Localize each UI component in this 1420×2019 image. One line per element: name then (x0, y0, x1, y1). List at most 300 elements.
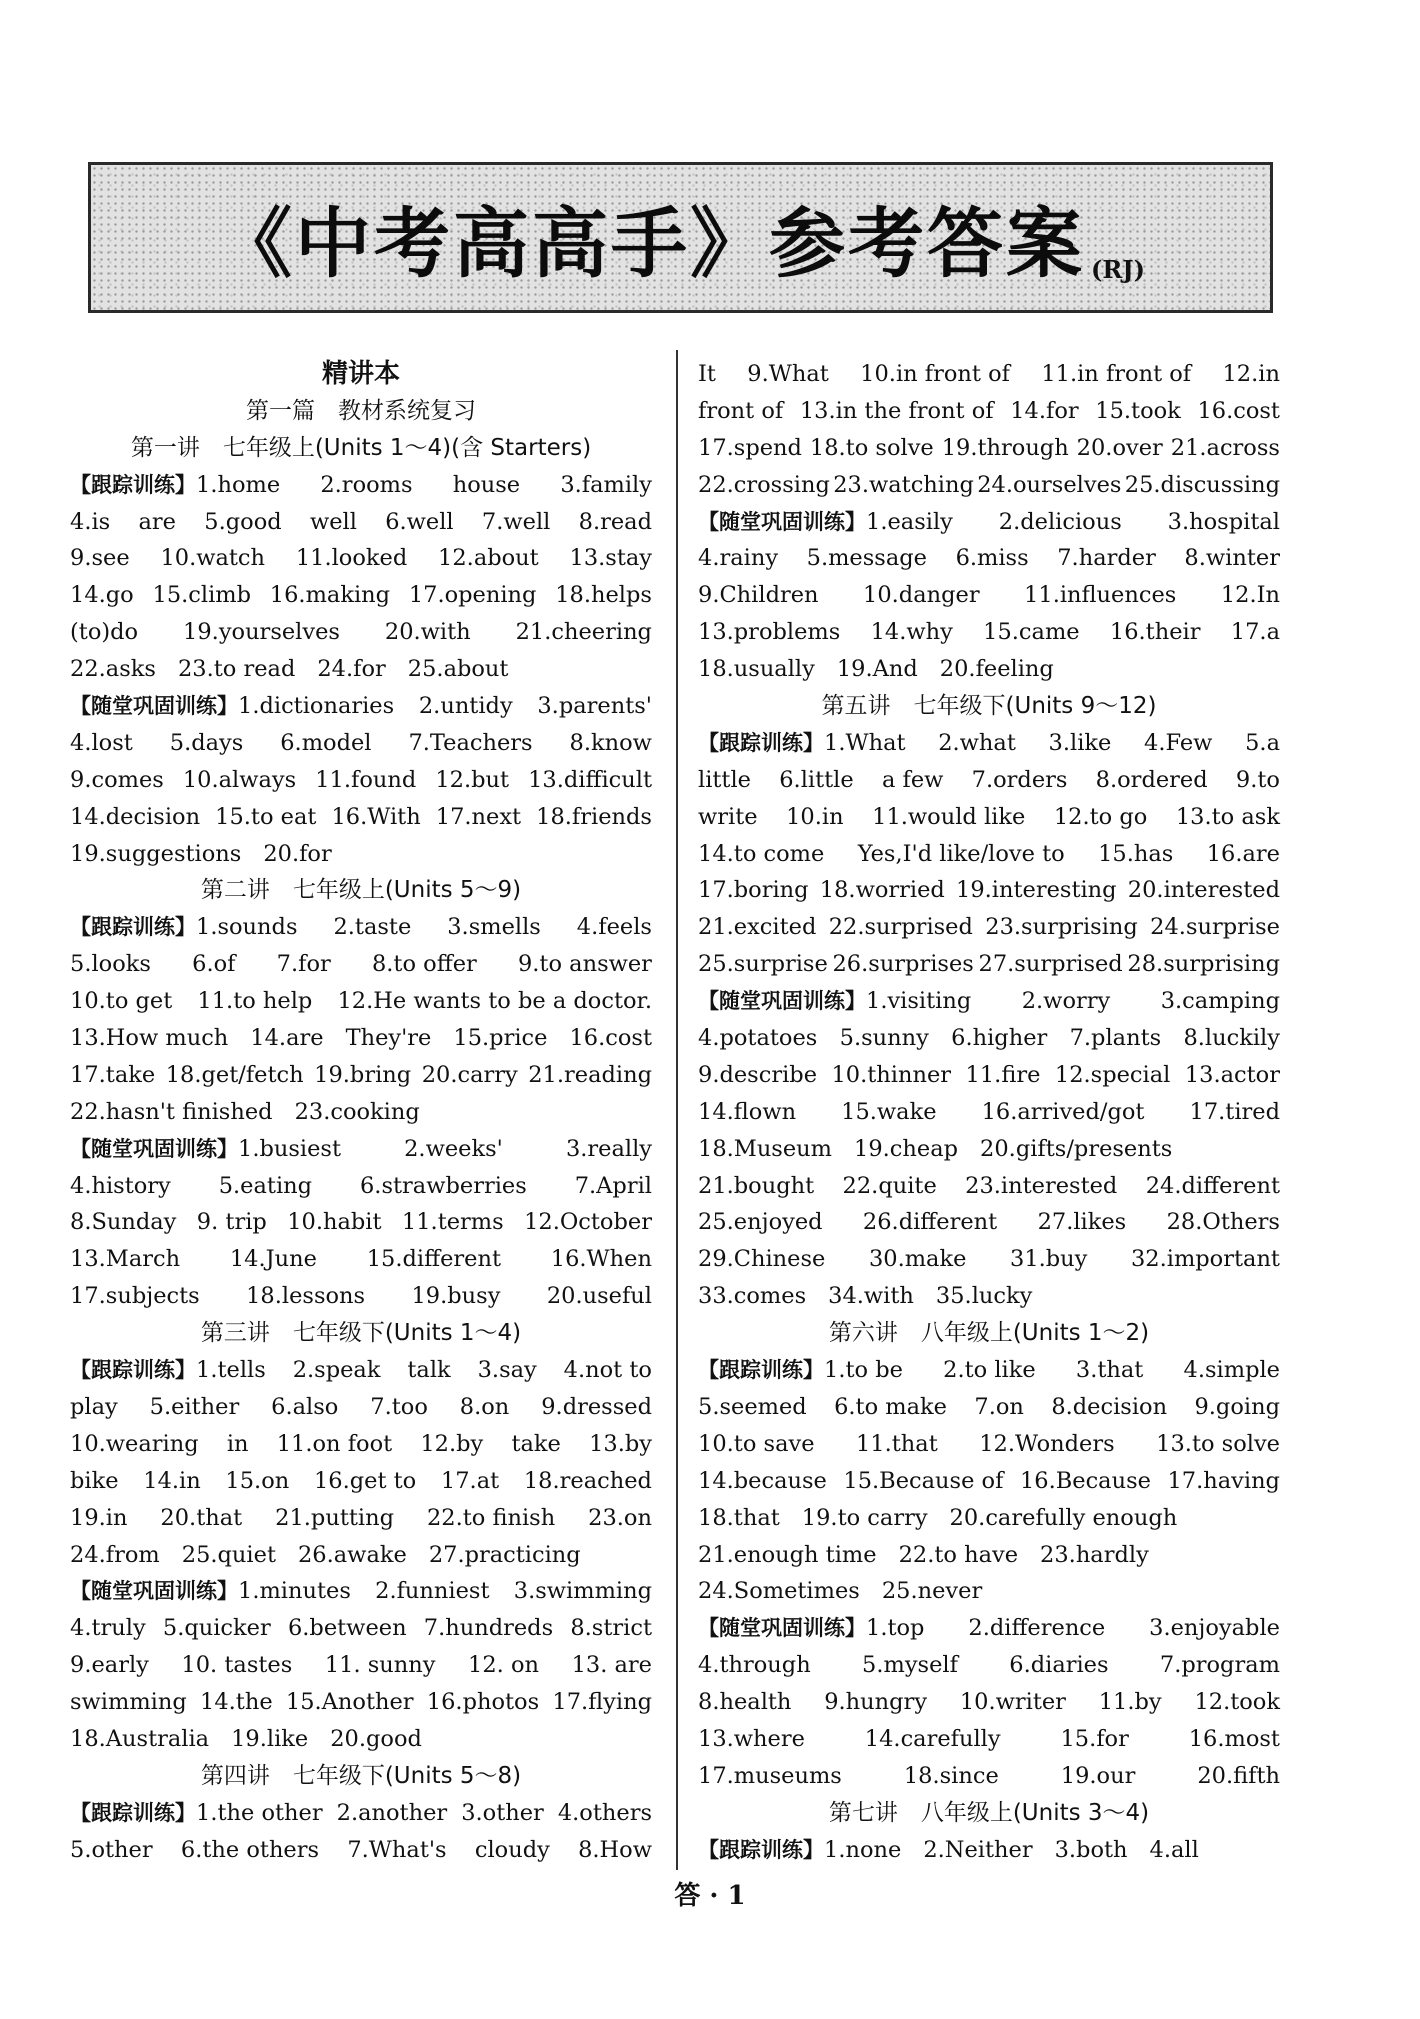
answer-item: 3.other (461, 1799, 544, 1826)
answer-item: 12. on (468, 1652, 540, 1679)
answer-item: 13.to ask (1175, 803, 1280, 830)
answer-item: 8.luckily (1183, 1025, 1280, 1052)
answer-item: 17.next (435, 803, 522, 830)
answer-item: 19.in (70, 1504, 128, 1531)
answer-item: 3.say (477, 1357, 537, 1384)
answer-line (70, 1537, 652, 1574)
answer-line (70, 1204, 652, 1241)
answer-line (698, 1463, 1280, 1500)
answer-item: 8.strict (570, 1615, 652, 1642)
answer-line (698, 946, 1280, 983)
answer-item: 3.smells (447, 914, 541, 941)
answer-item: 14.the (200, 1689, 273, 1716)
answer-item: 19.interesting (956, 877, 1117, 904)
answer-item: 12.by (420, 1430, 484, 1457)
answer-item: 10.thinner (831, 1061, 952, 1088)
section-heading (70, 1758, 652, 1795)
answer-item: 5.myself (862, 1652, 958, 1679)
answer-line (70, 799, 652, 836)
answer-item: 11.in front of (1041, 361, 1192, 387)
answer-item: 24.Sometimes (698, 1578, 860, 1605)
section-heading (698, 1315, 1280, 1352)
answer-item (70, 1352, 266, 1389)
answer-item: 10. tastes (181, 1652, 293, 1679)
answer-item: 12.but (435, 766, 510, 793)
answer-text: 1.top (866, 1615, 925, 1642)
answer-item: 19.through (941, 434, 1069, 461)
answer-item: 7.plants (1069, 1025, 1162, 1052)
answer-item: 12.October (524, 1209, 652, 1236)
answer-item: front of (698, 397, 784, 424)
right-column (698, 356, 1280, 1869)
answer-item: 14.carefully (864, 1725, 1001, 1752)
answer-item: 3.really (565, 1135, 652, 1162)
answer-item: 15.wake (841, 1098, 937, 1125)
answer-item: 23.interested (965, 1172, 1118, 1199)
answer-item: 2.taste (333, 914, 412, 941)
answer-line (70, 1094, 652, 1131)
answer-item: 3.parents' (537, 693, 652, 720)
answer-item: 14.flown (698, 1098, 797, 1125)
answer-item: 15.took (1095, 397, 1181, 424)
answer-item: 26.surprises (832, 951, 974, 978)
answer-item: 12.He wants to be a doctor. (337, 988, 652, 1015)
answer-item: 16.most (1188, 1725, 1280, 1752)
answer-item: 15.Another (285, 1689, 414, 1716)
answer-line (70, 1684, 652, 1721)
book-title (70, 356, 652, 393)
answer-item: 16.their (1109, 619, 1201, 646)
answer-item (70, 467, 280, 504)
exercise-tag: 【随堂巩固训练】 (70, 1136, 238, 1161)
answer-item: 18.get/fetch (165, 1061, 304, 1088)
answer-line (698, 1610, 1280, 1647)
answer-line (698, 1094, 1280, 1131)
exercise-tag: 【跟踪训练】 (70, 915, 196, 940)
answer-line (698, 799, 1280, 836)
answer-item: 11.that (855, 1430, 938, 1457)
answer-item: 12.in (1222, 361, 1280, 387)
answer-item (70, 1573, 351, 1610)
answer-item: (to)do (70, 619, 139, 646)
answer-item: 2.difference (968, 1615, 1106, 1642)
answer-line (698, 540, 1280, 577)
answer-item: 7.on (974, 1393, 1024, 1420)
answer-item: 14.are (250, 1025, 324, 1052)
answer-line (698, 1278, 1280, 1315)
heading-text: 第一讲 七年级上(Units 1～4)(含 Starters) (130, 434, 592, 461)
answer-item: 4.Few (1144, 729, 1213, 756)
answer-line (698, 1537, 1280, 1574)
answer-item: 17.flying (552, 1689, 652, 1716)
answer-item: 4.lost (70, 729, 133, 756)
answer-item: 19.cheap (854, 1135, 959, 1162)
answer-line (698, 725, 1280, 762)
answer-item: 5.days (169, 729, 244, 756)
answer-item: 18.to solve (809, 434, 934, 461)
page-number: 答 · 1 (674, 1881, 746, 1911)
answer-line (70, 1721, 652, 1758)
answer-line (698, 577, 1280, 614)
answer-item: write (698, 803, 758, 830)
answer-item: 4.all (1149, 1836, 1199, 1863)
answer-line (698, 1684, 1280, 1721)
answer-item: 4.feels (576, 914, 652, 941)
answer-item: 25.enjoyed (698, 1209, 823, 1236)
answer-item: 5.sunny (839, 1025, 929, 1052)
answer-text: 1.to be (824, 1357, 903, 1384)
answer-item: 19.to carry (801, 1504, 928, 1531)
answer-line (70, 725, 652, 762)
answer-item: 15.different (366, 1246, 501, 1273)
answer-line (70, 540, 652, 577)
answer-item: 9.Children (698, 582, 819, 609)
answer-item: 14.in (143, 1467, 201, 1494)
answer-text: 1.minutes (238, 1578, 351, 1605)
answer-line (70, 762, 652, 799)
answer-line (70, 577, 652, 614)
answer-line (70, 1278, 652, 1315)
answer-item: 10.in front of (860, 361, 1010, 387)
answer-item: 24.ourselves (977, 471, 1122, 498)
heading-text: 第七讲 八年级上(Units 3～4) (828, 1799, 1150, 1826)
answer-item: 15.came (983, 619, 1080, 646)
answer-item: 23.to read (177, 656, 296, 683)
answer-line (698, 1020, 1280, 1057)
answer-line (698, 1241, 1280, 1278)
answer-line (698, 1573, 1280, 1610)
answer-item: 7.too (370, 1393, 428, 1420)
answer-item: 3.camping (1160, 988, 1280, 1015)
exercise-tag: 【跟踪训练】 (70, 1358, 196, 1383)
answer-item: 12.In (1220, 582, 1280, 609)
answer-line (698, 1389, 1280, 1426)
answer-item: 20.fifth (1197, 1762, 1280, 1789)
answer-item: 32.important (1130, 1246, 1280, 1273)
answer-item: 26.different (862, 1209, 998, 1236)
answer-line (698, 983, 1280, 1020)
answer-item: 17.subjects (70, 1283, 200, 1310)
answer-item: 4.potatoes (698, 1025, 818, 1052)
answer-item: 27.surprised (978, 951, 1123, 978)
answer-line (698, 836, 1280, 873)
answer-item: 6.model (280, 729, 372, 756)
answer-item (698, 1352, 903, 1389)
answer-item: 2.funniest (375, 1578, 490, 1605)
answer-item: 22.asks (70, 656, 156, 683)
heading-text: 第六讲 八年级上(Units 1～2) (828, 1320, 1150, 1347)
answer-line (70, 1426, 652, 1463)
answer-line (70, 1795, 652, 1832)
exercise-tag: 【随堂巩固训练】 (698, 1616, 866, 1641)
answer-line (70, 946, 652, 983)
answer-item: 22.to have (898, 1541, 1019, 1568)
answer-item: 23.watching (833, 471, 974, 498)
answer-item: 14.because (698, 1467, 827, 1494)
answer-item (698, 725, 906, 762)
answer-item: 11.influences (1024, 582, 1177, 609)
answer-item: 15.climb (152, 582, 252, 609)
answer-item: swimming (70, 1689, 187, 1716)
answer-item: 2.Neither (923, 1836, 1033, 1863)
answer-item: 18.since (903, 1762, 999, 1789)
answer-item: 16.get to (313, 1467, 417, 1494)
answer-line (698, 872, 1280, 909)
answer-item: 11.would like (872, 803, 1026, 830)
answer-item: 8.Sunday (70, 1209, 177, 1236)
answer-item: 30.make (868, 1246, 967, 1273)
answer-item: 10.danger (863, 582, 980, 609)
answer-item: 8.read (578, 508, 652, 535)
answer-item: 25.never (881, 1578, 983, 1605)
answer-item: 17.spend (698, 434, 802, 461)
answer-item: 6.little (779, 766, 854, 793)
answer-item: a few (881, 766, 944, 793)
answer-item: 13. are (571, 1652, 652, 1679)
answer-item: 21.bought (698, 1172, 815, 1199)
answer-item: 18.lessons (246, 1283, 366, 1310)
answer-item: 3.like (1048, 729, 1112, 756)
answer-item: 12.took (1194, 1689, 1280, 1716)
answer-line (70, 1610, 652, 1647)
answer-item: 8.decision (1051, 1393, 1168, 1420)
answer-item: 9.comes (70, 766, 164, 793)
answer-item: cloudy (474, 1836, 550, 1863)
answer-item: 14.decision (70, 803, 201, 830)
answer-item: in (226, 1430, 249, 1457)
answer-item: 9.describe (698, 1061, 818, 1088)
answer-item: 13.in the front of (799, 397, 994, 424)
answer-item: 11. sunny (324, 1652, 436, 1679)
answer-item: 7.hundreds (423, 1615, 554, 1642)
answer-item: 13.problems (698, 619, 841, 646)
answer-item: 2.what (938, 729, 1016, 756)
answer-item: 22.hasn't finished (70, 1098, 273, 1125)
answer-item: 13.where (698, 1725, 805, 1752)
answer-item: 22.quite (842, 1172, 937, 1199)
answer-item: They're (345, 1025, 432, 1052)
answer-item (70, 1131, 341, 1168)
answer-item: 22.to finish (426, 1504, 556, 1531)
answer-item: 18.reached (523, 1467, 652, 1494)
answer-text: 1.tells (196, 1357, 266, 1384)
answer-item: 11.found (315, 766, 417, 793)
answer-item: 11.on foot (276, 1430, 393, 1457)
title-banner (88, 162, 1273, 313)
answer-item: 18.that (698, 1504, 780, 1531)
answer-item: 17.boring (698, 877, 809, 904)
answer-item: 14.go (70, 582, 134, 609)
answer-line (698, 467, 1280, 504)
answer-item: 5.looks (70, 951, 151, 978)
answer-item: 12.about (438, 545, 539, 572)
answer-item: 10.to get (70, 988, 173, 1015)
answer-item: 5.eating (218, 1172, 313, 1199)
answer-item: 6.diaries (1009, 1652, 1109, 1679)
section-heading (698, 688, 1280, 725)
answer-item: 3.enjoyable (1149, 1615, 1280, 1642)
answer-item: 2.untidy (418, 693, 513, 720)
answer-item: 20.over (1076, 434, 1163, 461)
answer-item: 20.carefully enough (949, 1504, 1178, 1531)
exercise-tag: 【随堂巩固训练】 (698, 989, 866, 1014)
answer-item: 5.good (204, 508, 282, 535)
answer-item: 24.from (70, 1541, 160, 1568)
answer-item: 8.ordered (1095, 766, 1208, 793)
answer-item: 10.wearing (70, 1430, 199, 1457)
answer-item: 12.to go (1053, 803, 1148, 830)
section-heading (70, 430, 652, 467)
answer-item: bike (70, 1467, 119, 1494)
exercise-tag: 【随堂巩固训练】 (70, 1579, 238, 1604)
answer-item: 4.simple (1183, 1357, 1280, 1384)
answer-item: 20.carry (421, 1061, 518, 1088)
heading-text: 第四讲 七年级下(Units 5～8) (200, 1762, 522, 1789)
answer-item: 19.busy (411, 1283, 501, 1310)
answer-item: 10.always (182, 766, 297, 793)
answer-line (70, 983, 652, 1020)
answer-item: 18.Museum (698, 1135, 833, 1162)
exercise-tag: 【随堂巩固训练】 (698, 509, 866, 534)
answer-item (70, 909, 298, 946)
answer-item: 12.Wonders (979, 1430, 1115, 1457)
answer-item: 17.tired (1189, 1098, 1280, 1125)
answer-item: 14.to come (698, 840, 825, 867)
answer-item: 8.How (578, 1836, 652, 1863)
answer-line (70, 1131, 652, 1168)
answer-item: Yes,I'd like/love to (857, 840, 1065, 867)
answer-item: 15.to eat (215, 803, 317, 830)
section-heading (70, 393, 652, 430)
answer-item: 13.stay (569, 545, 652, 572)
answer-text: 1.easily (866, 508, 953, 535)
answer-line (698, 1647, 1280, 1684)
answer-item: 4.rainy (698, 545, 779, 572)
section-heading (698, 1795, 1280, 1832)
answer-item: 13.to solve (1156, 1430, 1280, 1457)
answer-item: 13.How much (70, 1025, 229, 1052)
answer-item: 21.across (1170, 434, 1280, 461)
page-title: 《中考高高手》参考答案 (215, 199, 1085, 288)
answer-item (698, 983, 971, 1020)
answer-item: 3.that (1075, 1357, 1144, 1384)
answer-line (698, 393, 1280, 430)
answer-item: 33.comes (698, 1283, 807, 1310)
answer-item: 16.are (1206, 840, 1280, 867)
answer-item: 18.usually (698, 656, 815, 683)
answer-item: 4.is (70, 508, 111, 535)
answer-item: 7.well (481, 508, 551, 535)
answer-item: 17.at (440, 1467, 500, 1494)
answer-item: 28.surprising (1127, 951, 1280, 978)
answer-item: 19.suggestions (70, 840, 242, 867)
answer-line (698, 1131, 1280, 1168)
answer-item: 10.watch (160, 545, 266, 572)
answer-item: 16.With (331, 803, 421, 830)
answer-item: house (452, 471, 521, 498)
answer-item: 35.lucky (935, 1283, 1033, 1310)
answer-item: well (309, 508, 357, 535)
answer-item: 17.opening (408, 582, 537, 609)
answer-item: 22.crossing (698, 471, 830, 498)
answer-item: 13.difficult (528, 766, 652, 793)
answer-line (70, 836, 652, 873)
answer-item: 15.price (453, 1025, 548, 1052)
answer-item: 17.having (1167, 1467, 1280, 1494)
answer-item: 7.program (1159, 1652, 1280, 1679)
exercise-tag: 【跟踪训练】 (70, 1800, 196, 1825)
answer-item: 6.to make (834, 1393, 948, 1420)
answer-item: 19.yourselves (183, 619, 340, 646)
answer-item: 7.orders (971, 766, 1068, 793)
answer-line (70, 688, 652, 725)
answer-item: 8.on (459, 1393, 510, 1420)
answer-item: are (138, 508, 176, 535)
answer-item: 16.When (550, 1246, 652, 1273)
answer-item: 9.going (1194, 1393, 1280, 1420)
answer-item: 9.dressed (541, 1393, 652, 1420)
answer-item: 23.hardly (1040, 1541, 1149, 1568)
answer-item: 15.for (1060, 1725, 1129, 1752)
answer-item: 5.a (1245, 729, 1280, 756)
exercise-tag: 【跟踪训练】 (698, 1837, 824, 1862)
answer-item: 27.likes (1037, 1209, 1127, 1236)
answer-item: 8.to offer (371, 951, 477, 978)
answer-item: 3.swimming (513, 1578, 652, 1605)
answer-item: 16.Because (1019, 1467, 1151, 1494)
answer-item: 2.worry (1021, 988, 1111, 1015)
answer-item: 18.Australia (70, 1725, 210, 1752)
answer-item: 21.cheering (515, 619, 652, 646)
answer-line (70, 1647, 652, 1684)
answer-item (70, 688, 394, 725)
answer-line (70, 1463, 652, 1500)
answer-item: 9.What (747, 361, 829, 387)
answer-item: 5.message (806, 545, 927, 572)
answer-item: 26.awake (297, 1541, 407, 1568)
answer-item: 4.history (70, 1172, 171, 1199)
answer-item: 2.speak (292, 1357, 381, 1384)
answer-text: 1.What (824, 729, 906, 756)
answer-item: 21.enough time (698, 1541, 877, 1568)
answer-item: 4.others (557, 1799, 652, 1826)
answer-line (698, 356, 1280, 393)
section-heading (70, 872, 652, 909)
answer-item: 19.And (836, 656, 918, 683)
answer-item: 27.practicing (428, 1541, 581, 1568)
answer-item: 25.about (407, 656, 509, 683)
answer-item: 31.buy (1010, 1246, 1088, 1273)
exercise-tag: 【跟踪训练】 (698, 730, 824, 755)
answer-line (70, 909, 652, 946)
section-heading (70, 1315, 652, 1352)
answer-line (698, 1500, 1280, 1537)
answer-line (70, 504, 652, 541)
answer-item: 8.know (569, 729, 652, 756)
answer-item: 7.April (574, 1172, 652, 1199)
answer-item: 13.by (589, 1430, 652, 1457)
answer-item: 4.through (698, 1652, 811, 1679)
answer-item: 14.June (229, 1246, 317, 1273)
answer-item: 6.miss (955, 545, 1029, 572)
answer-item: 13.actor (1184, 1061, 1280, 1088)
answer-item: 10.habit (287, 1209, 382, 1236)
answer-line (698, 1832, 1280, 1869)
answer-item: 21.excited (698, 914, 817, 941)
answer-item: 4.truly (70, 1615, 146, 1642)
answer-item: 24.surprise (1150, 914, 1280, 941)
answer-line (70, 614, 652, 651)
